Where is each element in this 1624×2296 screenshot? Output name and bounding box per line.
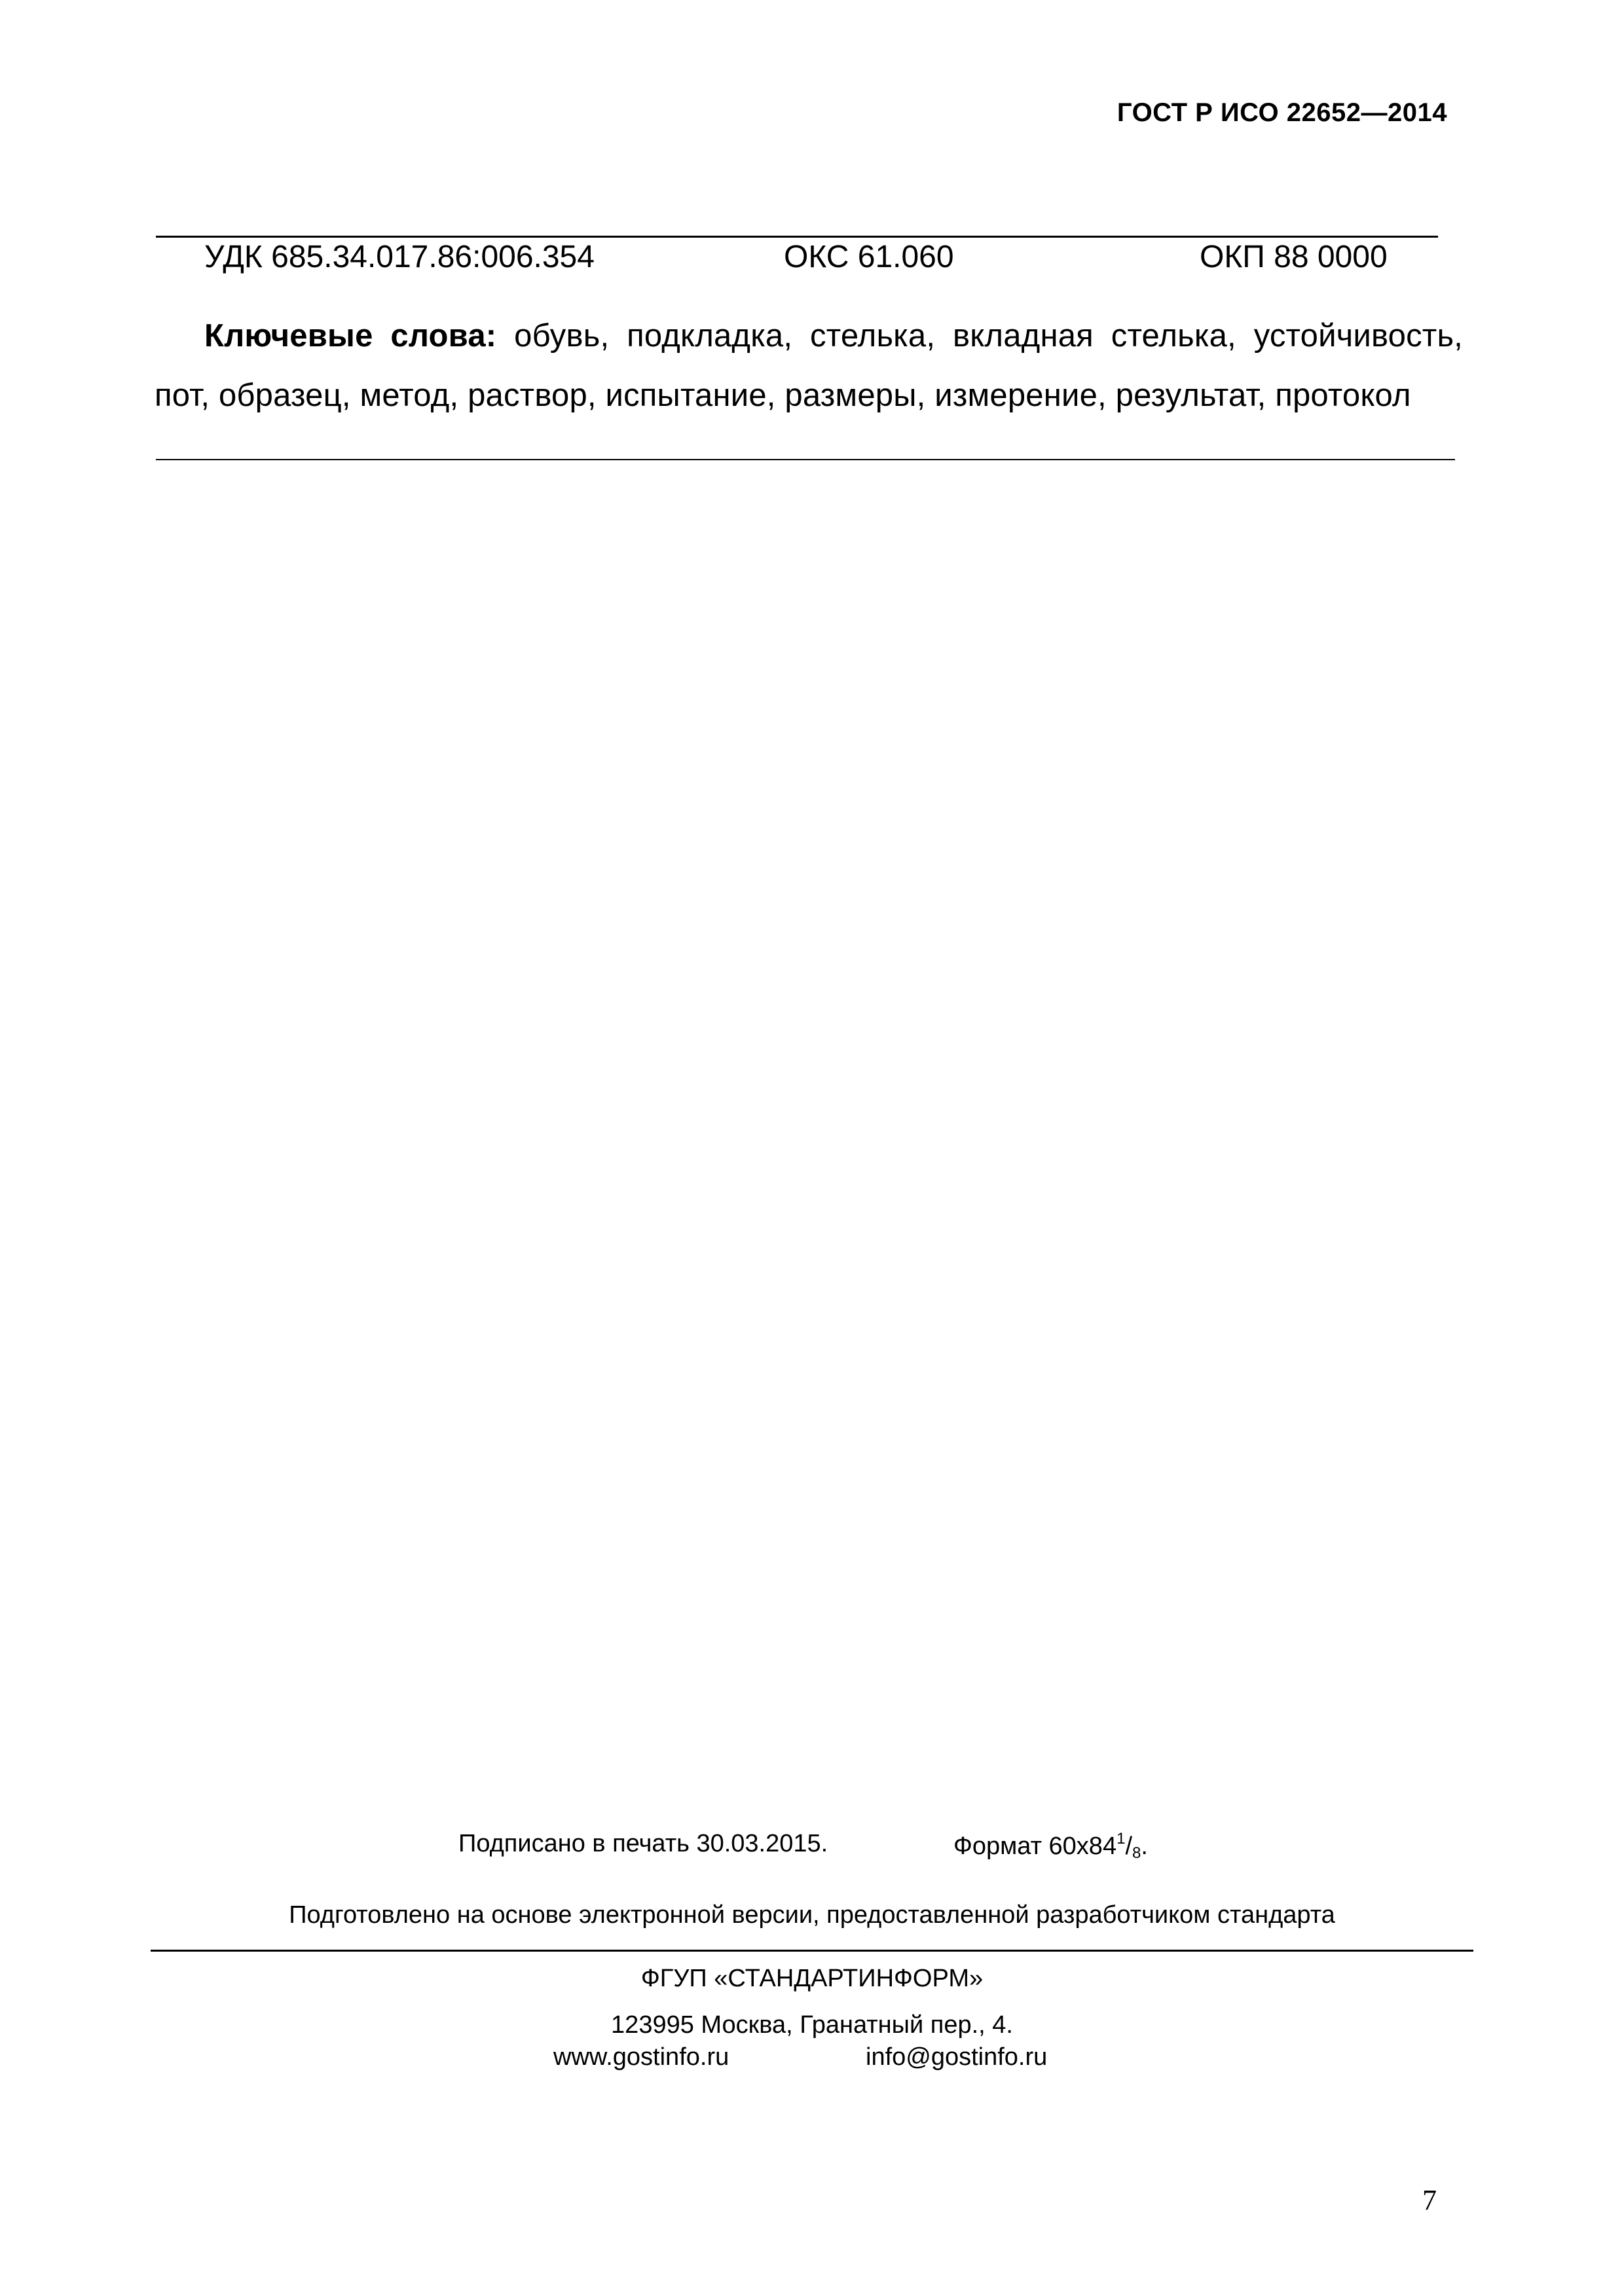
okp-code: ОКП 88 0000 <box>1200 240 1388 274</box>
format-prefix: Формат 60x84 <box>953 1832 1117 1860</box>
imprint-rule <box>151 1950 1473 1952</box>
publisher-email: info@gostinfo.ru <box>866 2043 1048 2071</box>
keywords-label: Ключевые слова: <box>204 318 497 354</box>
prepared-note: Подготовлено на основе электронной версии, предоставленной разработчиком стандарта <box>289 1901 1335 1929</box>
format-separator: / <box>1125 1832 1132 1860</box>
print-format <box>953 1830 1148 1863</box>
document-id-header: ГОСТ Р ИСО 22652—2014 <box>1116 98 1447 127</box>
format-period: . <box>1141 1832 1148 1860</box>
page-number: 7 <box>1422 2184 1437 2216</box>
udk-code: УДК 685.34.017.86:006.354 <box>204 240 595 274</box>
publisher-website: www.gostinfo.ru <box>553 2043 729 2071</box>
format-numerator: 1 <box>1116 1830 1126 1848</box>
classification-top-rule <box>156 236 1438 238</box>
publisher-name: ФГУП «СТАНДАРТИНФОРМ» <box>640 1965 984 1992</box>
keywords-bottom-rule <box>156 459 1455 460</box>
format-denominator: 8 <box>1132 1844 1141 1862</box>
keywords-paragraph <box>155 306 1463 426</box>
keywords-text: обувь, подкладка, стелька, вкладная стелька, устойчивость, пот, образец, метод, раствор, испытание, размеры, измерение, результат, протокол <box>155 318 1463 413</box>
signed-for-print: Подписано в печать 30.03.2015. <box>458 1830 828 1857</box>
publisher-address: 123995 Москва, Гранатный пер., 4. <box>611 2011 1013 2039</box>
oks-code: ОКС 61.060 <box>784 240 954 274</box>
